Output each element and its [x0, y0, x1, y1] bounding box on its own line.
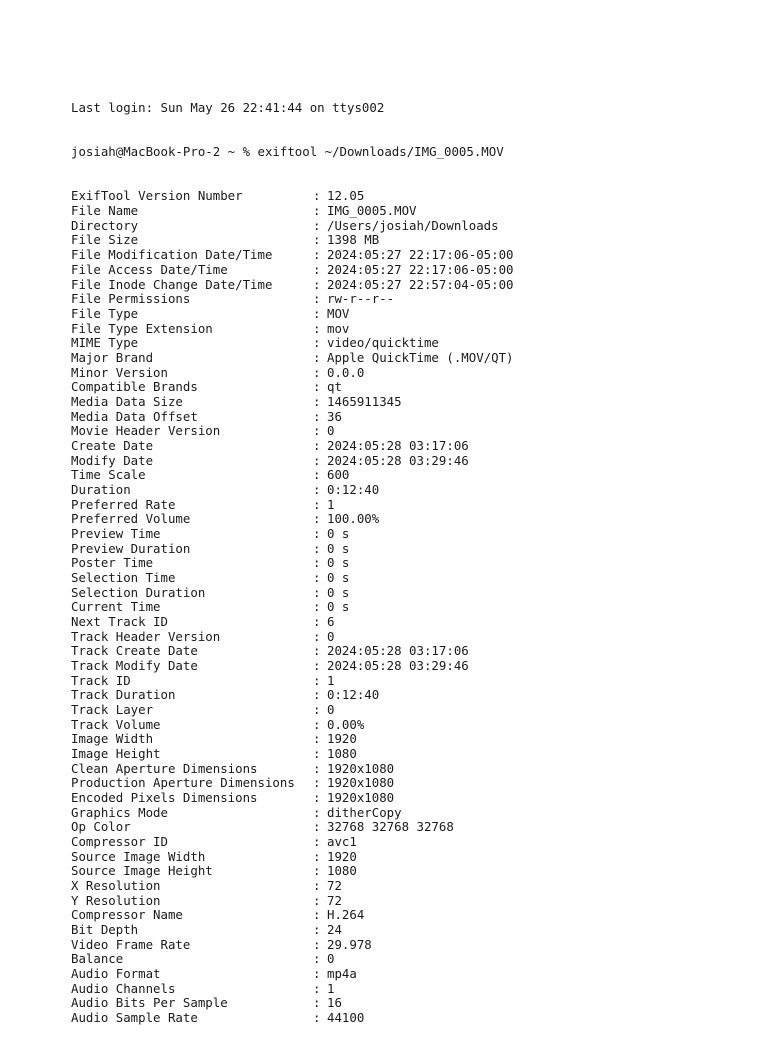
- metadata-value: qt: [327, 379, 342, 395]
- metadata-separator: :: [313, 569, 321, 585]
- metadata-value: 2024:05:28 03:29:46: [327, 657, 469, 673]
- metadata-value: mov: [327, 320, 350, 336]
- metadata-key: Track Duration: [71, 687, 176, 703]
- metadata-value: rw-r--r--: [327, 291, 395, 307]
- metadata-separator: :: [313, 863, 321, 879]
- metadata-separator: :: [313, 525, 321, 541]
- metadata-key: Op Color: [71, 819, 131, 835]
- metadata-separator: :: [313, 276, 321, 292]
- metadata-list: [71, 189, 731, 1025]
- metadata-key: Compatible Brands: [71, 379, 198, 395]
- metadata-row: [71, 483, 731, 498]
- metadata-row: [71, 615, 731, 630]
- metadata-separator: :: [313, 496, 321, 512]
- metadata-key: Track Create Date: [71, 643, 198, 659]
- metadata-value: 1920: [327, 731, 357, 747]
- metadata-separator: :: [313, 760, 321, 776]
- metadata-value: ditherCopy: [327, 804, 402, 820]
- metadata-separator: :: [313, 775, 321, 791]
- metadata-row: [71, 908, 731, 923]
- metadata-key: Media Data Size: [71, 393, 183, 409]
- metadata-separator: :: [313, 203, 321, 219]
- metadata-separator: :: [313, 320, 321, 336]
- metadata-separator: :: [313, 217, 321, 233]
- metadata-key: File Permissions: [71, 291, 191, 307]
- metadata-key: Preview Duration: [71, 540, 191, 556]
- metadata-value: 1920x1080: [327, 760, 395, 776]
- metadata-separator: :: [313, 291, 321, 307]
- metadata-value: 2024:05:28 03:17:06: [327, 643, 469, 659]
- metadata-key: X Resolution: [71, 878, 161, 894]
- metadata-row: [71, 233, 731, 248]
- metadata-value: 2024:05:28 03:17:06: [327, 437, 469, 453]
- metadata-separator: :: [313, 687, 321, 703]
- metadata-key: Source Image Width: [71, 848, 206, 864]
- metadata-separator: :: [313, 834, 321, 850]
- metadata-key: MIME Type: [71, 335, 139, 351]
- metadata-key: Balance: [71, 951, 124, 967]
- metadata-row: [71, 571, 731, 586]
- metadata-row: [71, 659, 731, 674]
- metadata-row: [71, 498, 731, 513]
- metadata-row: [71, 732, 731, 747]
- metadata-row: [71, 835, 731, 850]
- metadata-row: [71, 644, 731, 659]
- metadata-separator: :: [313, 555, 321, 571]
- metadata-value: /Users/josiah/Downloads: [327, 217, 499, 233]
- metadata-separator: :: [313, 966, 321, 982]
- metadata-row: [71, 850, 731, 865]
- metadata-separator: :: [313, 790, 321, 806]
- metadata-value: 1920x1080: [327, 775, 395, 791]
- metadata-row: [71, 688, 731, 703]
- metadata-row: [71, 967, 731, 982]
- metadata-key: File Access Date/Time: [71, 261, 228, 277]
- metadata-value: H.264: [327, 907, 365, 923]
- metadata-value: 0:12:40: [327, 481, 380, 497]
- metadata-row: [71, 219, 731, 234]
- metadata-value: 36: [327, 408, 342, 424]
- metadata-value: 29.978: [327, 936, 372, 952]
- metadata-key: Duration: [71, 481, 131, 497]
- metadata-key: Encoded Pixels Dimensions: [71, 790, 258, 806]
- metadata-row: [71, 336, 731, 351]
- metadata-key: Poster Time: [71, 555, 154, 571]
- metadata-row: [71, 923, 731, 938]
- metadata-key: File Size: [71, 232, 139, 248]
- metadata-row: [71, 820, 731, 835]
- metadata-key: Graphics Mode: [71, 804, 168, 820]
- metadata-key: Selection Duration: [71, 584, 206, 600]
- metadata-row: [71, 454, 731, 469]
- metadata-key: Audio Channels: [71, 980, 176, 996]
- metadata-row: [71, 776, 731, 791]
- metadata-separator: :: [313, 701, 321, 717]
- metadata-value: 32768 32768 32768: [327, 819, 454, 835]
- metadata-separator: :: [313, 540, 321, 556]
- metadata-separator: :: [313, 423, 321, 439]
- metadata-value: 0 s: [327, 555, 350, 571]
- metadata-key: Minor Version: [71, 364, 168, 380]
- metadata-separator: :: [313, 467, 321, 483]
- metadata-row: [71, 703, 731, 718]
- metadata-key: Y Resolution: [71, 892, 161, 908]
- metadata-value: 0 s: [327, 569, 350, 585]
- metadata-key: ExifTool Version Number: [71, 188, 243, 204]
- metadata-separator: :: [313, 349, 321, 365]
- metadata-value: 2024:05:27 22:17:06-05:00: [327, 261, 514, 277]
- metadata-key: Next Track ID: [71, 613, 168, 629]
- metadata-value: 0:12:40: [327, 687, 380, 703]
- metadata-key: Track ID: [71, 672, 131, 688]
- metadata-value: 0 s: [327, 540, 350, 556]
- metadata-value: 0 s: [327, 525, 350, 541]
- metadata-row: [71, 278, 731, 293]
- metadata-row: [71, 542, 731, 557]
- metadata-separator: :: [313, 481, 321, 497]
- metadata-separator: :: [313, 305, 321, 321]
- metadata-key: Clean Aperture Dimensions: [71, 760, 258, 776]
- metadata-separator: :: [313, 643, 321, 659]
- metadata-value: 72: [327, 878, 342, 894]
- metadata-key: Compressor Name: [71, 907, 183, 923]
- metadata-separator: :: [313, 232, 321, 248]
- metadata-value: 2024:05:28 03:29:46: [327, 452, 469, 468]
- metadata-value: 16: [327, 995, 342, 1011]
- metadata-value: 0 s: [327, 584, 350, 600]
- metadata-key: Audio Sample Rate: [71, 1010, 198, 1026]
- metadata-row: [71, 468, 731, 483]
- metadata-separator: :: [313, 819, 321, 835]
- metadata-separator: :: [313, 1010, 321, 1026]
- metadata-separator: :: [313, 746, 321, 761]
- metadata-key: Track Layer: [71, 701, 154, 717]
- metadata-row: [71, 982, 731, 997]
- metadata-separator: :: [313, 613, 321, 629]
- metadata-value: 0.0.0: [327, 364, 365, 380]
- metadata-separator: :: [313, 936, 321, 952]
- metadata-separator: :: [313, 379, 321, 395]
- metadata-row: [71, 864, 731, 879]
- metadata-row: [71, 806, 731, 821]
- metadata-row: [71, 556, 731, 571]
- metadata-value: video/quicktime: [327, 335, 439, 351]
- metadata-value: 100.00%: [327, 511, 380, 527]
- metadata-row: [71, 674, 731, 689]
- metadata-row: [71, 791, 731, 806]
- metadata-row: [71, 952, 731, 967]
- metadata-row: [71, 527, 731, 542]
- metadata-value: 1398 MB: [327, 232, 380, 248]
- metadata-key: File Type Extension: [71, 320, 213, 336]
- metadata-value: 6: [327, 613, 335, 629]
- metadata-separator: :: [313, 188, 321, 204]
- metadata-value: 1080: [327, 863, 357, 879]
- metadata-value: 0 s: [327, 599, 350, 615]
- metadata-value: 24: [327, 922, 342, 938]
- metadata-separator: :: [313, 393, 321, 409]
- metadata-row: [71, 189, 731, 204]
- metadata-row: [71, 307, 731, 322]
- metadata-key: File Type: [71, 305, 139, 321]
- metadata-value: 1465911345: [327, 393, 402, 409]
- metadata-row: [71, 894, 731, 909]
- metadata-row: [71, 380, 731, 395]
- metadata-value: 600: [327, 467, 350, 483]
- metadata-key: Audio Format: [71, 966, 161, 982]
- metadata-key: File Modification Date/Time: [71, 247, 273, 263]
- metadata-value: mp4a: [327, 966, 357, 982]
- metadata-separator: :: [313, 951, 321, 967]
- metadata-row: [71, 762, 731, 777]
- command-text: exiftool ~/Downloads/IMG_0005.MOV: [257, 144, 504, 160]
- metadata-separator: :: [313, 247, 321, 263]
- metadata-separator: :: [313, 364, 321, 380]
- metadata-key: Track Volume: [71, 716, 161, 732]
- metadata-key: Selection Time: [71, 569, 176, 585]
- metadata-separator: :: [313, 261, 321, 277]
- metadata-row: [71, 410, 731, 425]
- metadata-value: 2024:05:27 22:17:06-05:00: [327, 247, 514, 263]
- metadata-value: 2024:05:27 22:57:04-05:00: [327, 276, 514, 292]
- metadata-key: Media Data Offset: [71, 408, 198, 424]
- metadata-key: Track Modify Date: [71, 657, 198, 673]
- metadata-row: [71, 996, 731, 1011]
- metadata-key: File Inode Change Date/Time: [71, 276, 273, 292]
- metadata-row: [71, 586, 731, 601]
- metadata-separator: :: [313, 907, 321, 923]
- metadata-separator: :: [313, 672, 321, 688]
- metadata-separator: :: [313, 584, 321, 600]
- metadata-value: 1: [327, 672, 335, 688]
- metadata-key: Track Header Version: [71, 628, 221, 644]
- metadata-separator: :: [313, 716, 321, 732]
- metadata-row: [71, 366, 731, 381]
- metadata-key: Preview Time: [71, 525, 161, 541]
- metadata-value: 0.00%: [327, 716, 365, 732]
- metadata-separator: :: [313, 804, 321, 820]
- metadata-row: [71, 747, 731, 762]
- metadata-separator: :: [313, 599, 321, 615]
- metadata-key: Bit Depth: [71, 922, 139, 938]
- metadata-value: 0: [327, 951, 335, 967]
- metadata-row: [71, 204, 731, 219]
- metadata-value: Apple QuickTime (.MOV/QT): [327, 349, 514, 365]
- metadata-key: Modify Date: [71, 452, 154, 468]
- metadata-key: File Name: [71, 203, 139, 219]
- metadata-value: MOV: [327, 305, 350, 321]
- metadata-key: Create Date: [71, 437, 154, 453]
- metadata-row: [71, 512, 731, 527]
- metadata-key: Image Width: [71, 731, 154, 747]
- metadata-key: Video Frame Rate: [71, 936, 191, 952]
- shell-prompt: josiah@MacBook-Pro-2 ~ %: [71, 144, 258, 160]
- metadata-value: 12.05: [327, 188, 365, 204]
- metadata-row: [71, 292, 731, 307]
- metadata-row: [71, 424, 731, 439]
- metadata-value: 72: [327, 892, 342, 908]
- metadata-value: 1: [327, 980, 335, 996]
- metadata-separator: :: [313, 922, 321, 938]
- metadata-value: 0: [327, 628, 335, 644]
- metadata-separator: :: [313, 980, 321, 996]
- metadata-row: [71, 879, 731, 894]
- metadata-key: Preferred Rate: [71, 496, 176, 512]
- metadata-row: [71, 322, 731, 337]
- login-line: Last login: Sun May 26 22:41:44 on ttys002: [71, 100, 385, 116]
- command-line: [71, 145, 731, 160]
- metadata-row: [71, 248, 731, 263]
- terminal-output: [71, 72, 731, 1040]
- metadata-key: Source Image Height: [71, 863, 213, 879]
- metadata-key: Current Time: [71, 599, 161, 615]
- metadata-separator: :: [313, 848, 321, 864]
- metadata-separator: :: [313, 878, 321, 894]
- metadata-row: [71, 718, 731, 733]
- metadata-key: Movie Header Version: [71, 423, 221, 439]
- metadata-value: 0: [327, 423, 335, 439]
- metadata-value: 0: [327, 701, 335, 717]
- metadata-separator: :: [313, 657, 321, 673]
- metadata-separator: :: [313, 452, 321, 468]
- metadata-key: Production Aperture Dimensions: [71, 775, 295, 791]
- metadata-key: Image Height: [71, 746, 161, 761]
- metadata-key: Directory: [71, 217, 139, 233]
- metadata-row: [71, 600, 731, 615]
- metadata-value: 44100: [327, 1010, 365, 1026]
- metadata-separator: :: [313, 335, 321, 351]
- metadata-row: [71, 439, 731, 454]
- metadata-value: avc1: [327, 834, 357, 850]
- metadata-key: Preferred Volume: [71, 511, 191, 527]
- metadata-separator: :: [313, 408, 321, 424]
- metadata-row: [71, 351, 731, 366]
- metadata-separator: :: [313, 892, 321, 908]
- metadata-value: 1080: [327, 746, 357, 761]
- metadata-separator: :: [313, 995, 321, 1011]
- metadata-separator: :: [313, 437, 321, 453]
- metadata-value: 1920x1080: [327, 790, 395, 806]
- metadata-key: Compressor ID: [71, 834, 168, 850]
- metadata-separator: :: [313, 628, 321, 644]
- metadata-key: Audio Bits Per Sample: [71, 995, 228, 1011]
- metadata-row: [71, 938, 731, 953]
- metadata-value: 1: [327, 496, 335, 512]
- metadata-key: Major Brand: [71, 349, 154, 365]
- metadata-value: IMG_0005.MOV: [327, 203, 417, 219]
- metadata-row: [71, 263, 731, 278]
- metadata-row: [71, 630, 731, 645]
- metadata-separator: :: [313, 731, 321, 747]
- metadata-key: Time Scale: [71, 467, 146, 483]
- metadata-separator: :: [313, 511, 321, 527]
- metadata-row: [71, 395, 731, 410]
- metadata-value: 1920: [327, 848, 357, 864]
